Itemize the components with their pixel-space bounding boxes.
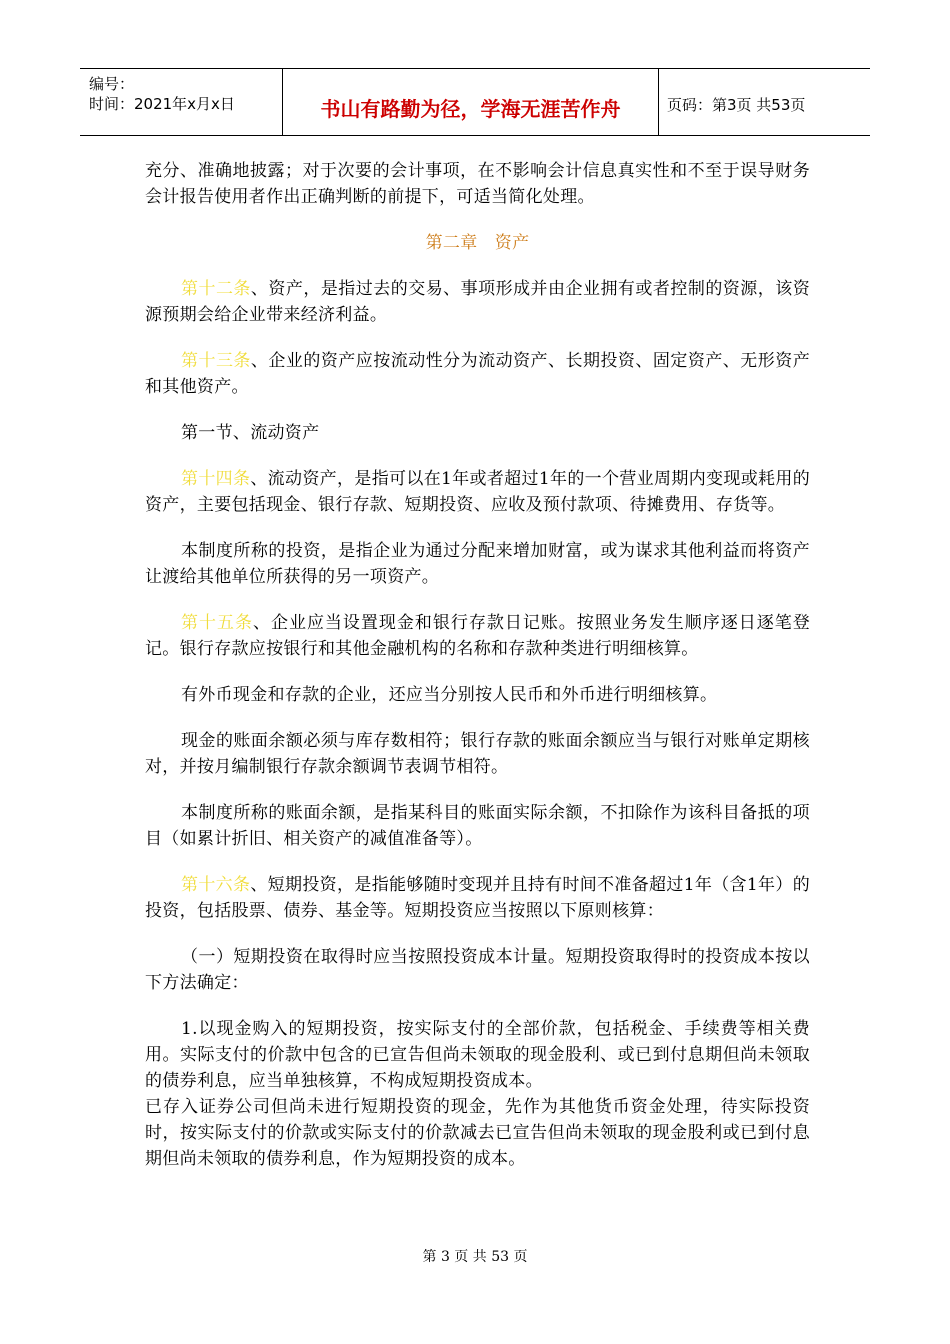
article-12-label: 第十二条 (181, 279, 251, 299)
page-header (80, 68, 870, 136)
paragraph-book-balance: 本制度所称的账面余额，是指某科目的账面实际余额，不扣除作为该科目备抵的项目（如累计折旧、相关资产的减值准备等）。 (145, 803, 810, 849)
paragraph-item-1-1: 1.以现金购入的短期投资，按实际支付的全部价款，包括税金、手续费等相关费用。实际支付的价款中包含的已宣告但尚未领取的现金股利、或已到付息期但尚未领取的债券利息，应当单独核算，不构成短期投资成本。 (145, 1019, 810, 1091)
article-14-text: 、流动资产，是指可以在1年或者超过1年的一个营业周期内变现或耗用的资产，主要包括现金、银行存款、短期投资、应收及预付款项、待摊费用、存货等。 (145, 469, 810, 515)
article-13 (145, 348, 810, 400)
header-page-cell (659, 69, 870, 135)
article-13-label: 第十三条 (181, 351, 251, 371)
article-16-label: 第十六条 (181, 875, 251, 895)
document-date-label: 时间：2021年x月x日 (89, 95, 235, 113)
article-13-text: 、企业的资产应按流动性分为流动资产、长期投资、固定资产、无形资产和其他资产。 (145, 351, 811, 397)
document-number-label: 编号： (89, 75, 135, 93)
paragraph-balance-reconciliation: 现金的账面余额必须与库存数相符；银行存款的账面余额应当与银行对账单定期核对，并按月编制银行存款余额调节表调节相符。 (145, 731, 810, 777)
section-title: 第一节、流动资产 (181, 423, 320, 443)
header-motto-cell (283, 69, 659, 135)
chapter-title: 第二章 资产 (425, 233, 530, 253)
paragraph-item-1: （一）短期投资在取得时应当按照投资成本计量。短期投资取得时的投资成本按以下方法确定： (145, 947, 810, 993)
article-12 (145, 276, 810, 328)
document-body (145, 158, 810, 1192)
paragraph-continuation: 充分、准确地披露；对于次要的会计事项，在不影响会计信息真实性和不至于误导财务会计报告使用者作出正确判断的前提下，可适当简化处理。 (145, 161, 810, 207)
page-footer: 第 3 页 共 53 页 (422, 1249, 528, 1265)
article-15-label: 第十五条 (181, 613, 253, 633)
article-15 (145, 610, 810, 662)
article-15-text: 、企业应当设置现金和银行存款日记账。按照业务发生顺序逐日逐笔登记。银行存款应按银行和其他金融机构的名称和存款种类进行明细核算。 (145, 613, 810, 659)
paragraph-securities-cash: 已存入证券公司但尚未进行短期投资的现金，先作为其他货币资金处理，待实际投资时，按实际支付的价款或实际支付的价款减去已宣告但尚未领取的现金股利或已到付息期但尚未领取的债券利息，作为短期投资的成本。 (145, 1097, 810, 1169)
header-motto: 书山有路勤为径，学海无涯苦作舟 (320, 97, 621, 121)
article-12-text: 、资产，是指过去的交易、事项形成并由企业拥有或者控制的资源，该资源预期会给企业带来经济利益。 (145, 279, 811, 325)
paragraph-investment-definition: 本制度所称的投资，是指企业为通过分配来增加财富，或为谋求其他利益而将资产让渡给其他单位所获得的另一项资产。 (145, 541, 810, 587)
header-meta-cell (80, 69, 283, 135)
article-16-text: 、短期投资，是指能够随时变现并且持有时间不准备超过1年（含1年）的投资，包括股票、债券、基金等。短期投资应当按照以下原则核算： (145, 875, 810, 921)
header-page-info: 页码：第3页 共53页 (667, 96, 806, 114)
paragraph-foreign-currency: 有外币现金和存款的企业，还应当分别按人民币和外币进行明细核算。 (181, 685, 718, 705)
article-14-label: 第十四条 (181, 469, 251, 489)
article-16 (145, 872, 810, 924)
article-14 (145, 466, 810, 518)
